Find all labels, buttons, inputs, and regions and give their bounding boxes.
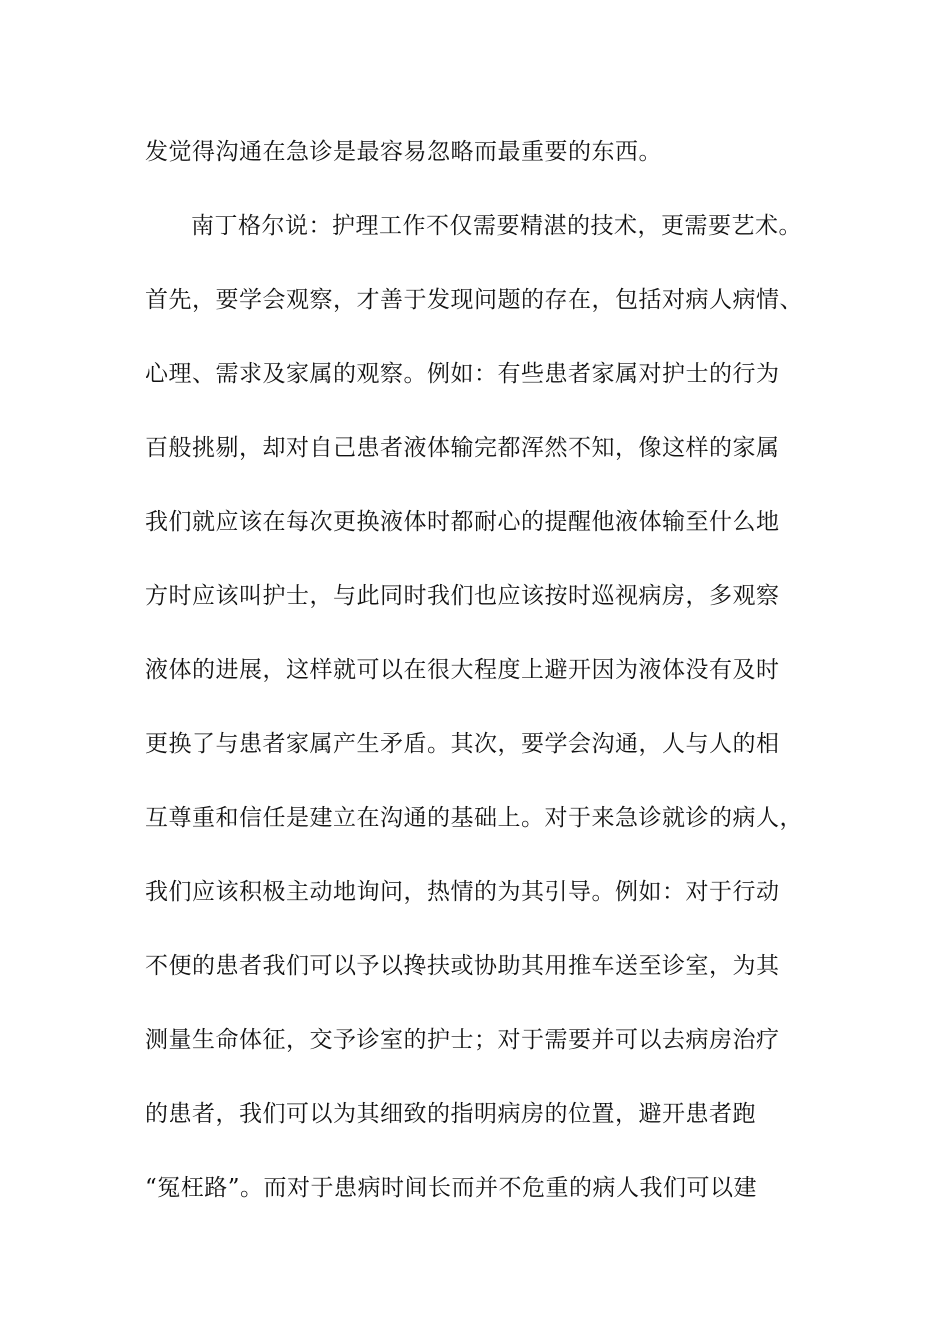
text-line-11: 我们应该积极主动地询问，热情的为其引导。例如：对于行动 <box>145 879 780 905</box>
text-line-6: 我们就应该在每次更换液体时都耐心的提醒他液体输至什么地 <box>145 509 780 535</box>
text-line-9: 更换了与患者家属产生矛盾。其次，要学会沟通，人与人的相 <box>145 731 780 757</box>
text-line-2: 南丁格尔说：护理工作不仅需要精湛的技术，更需要艺术。 <box>191 213 802 239</box>
text-line-3: 首先，要学会观察，才善于发现问题的存在，包括对病人病情、 <box>145 287 803 313</box>
text-line-14: 的患者，我们可以为其细致的指明病房的位置，避开患者跑 <box>145 1101 756 1127</box>
text-line-8: 液体的进展，这样就可以在很大程度上避开因为液体没有及时 <box>145 657 780 683</box>
text-line-10: 互尊重和信任是建立在沟通的基础上。对于来急诊就诊的病人， <box>145 805 803 831</box>
text-line-1: 发觉得沟通在急诊是最容易忽略而最重要的东西。 <box>145 139 662 165</box>
text-line-7: 方时应该叫护士，与此同时我们也应该按时巡视病房，多观察 <box>145 583 780 609</box>
text-line-4: 心理、需求及家属的观察。例如：有些患者家属对护士的行为 <box>145 361 780 387</box>
text-line-15: “冤枉路”。而对于患病时间长而并不危重的病人我们可以建 <box>145 1175 758 1201</box>
text-line-13: 测量生命体征，交予诊室的护士；对于需要并可以去病房治疗 <box>145 1027 780 1053</box>
text-line-12: 不便的患者我们可以予以搀扶或协助其用推车送至诊室，为其 <box>145 953 780 979</box>
text-line-5: 百般挑剔，却对自己患者液体输完都浑然不知，像这样的家属 <box>145 435 780 461</box>
